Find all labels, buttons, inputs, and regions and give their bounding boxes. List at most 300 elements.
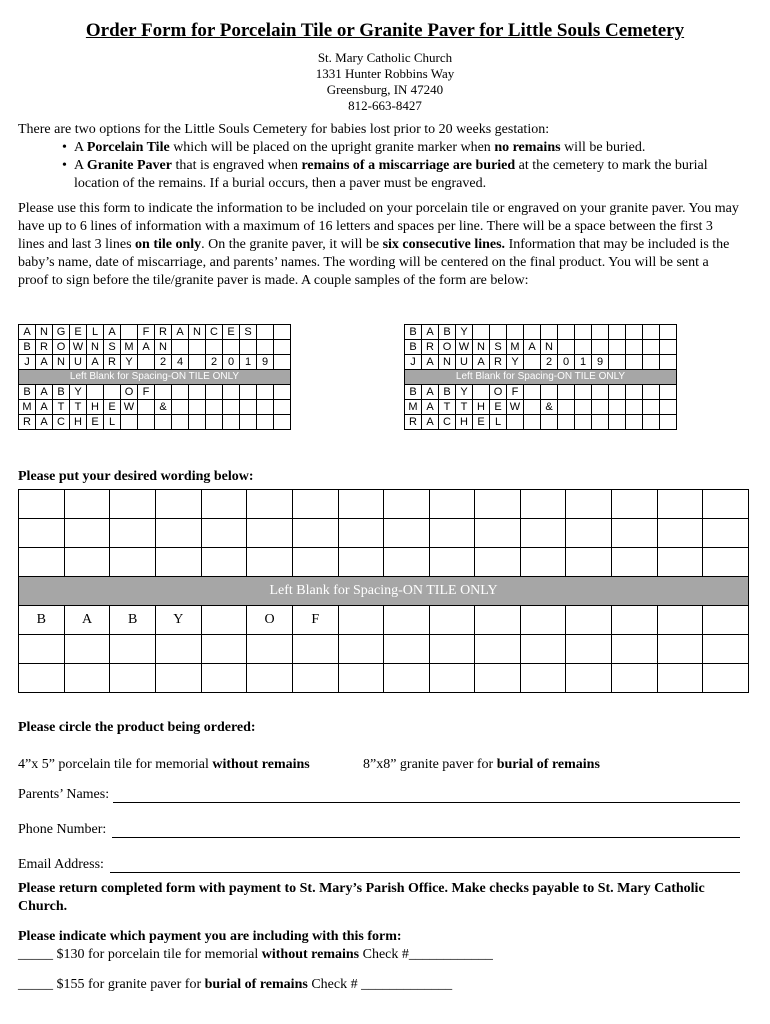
- letter-cell[interactable]: [292, 519, 338, 548]
- sample-cell: W: [121, 400, 138, 415]
- sample-cell: [87, 385, 104, 400]
- letter-cell[interactable]: [110, 635, 156, 664]
- sample-cell: [660, 355, 677, 370]
- letter-cell[interactable]: [338, 548, 384, 577]
- sample-cell: O: [121, 385, 138, 400]
- sample-cell: W: [70, 340, 87, 355]
- sample-cell: [524, 385, 541, 400]
- sample-cell: A: [138, 340, 155, 355]
- sample-cell: [206, 400, 223, 415]
- sample-cell: [575, 415, 592, 430]
- options-list: [62, 139, 742, 193]
- sample-cell: O: [53, 340, 70, 355]
- letter-cell[interactable]: [612, 548, 658, 577]
- sample-cell: N: [36, 325, 53, 340]
- sample-cell: [257, 400, 274, 415]
- sample-cell: [626, 385, 643, 400]
- sample-cell: [575, 340, 592, 355]
- sample-cell: A: [36, 385, 53, 400]
- letter-cell[interactable]: [703, 664, 749, 693]
- form-title: Order Form for Porcelain Tile or Granite Paver for Little Souls Cemetery: [85, 20, 685, 41]
- church-address: [0, 50, 770, 114]
- sample-cell: R: [104, 355, 121, 370]
- sample-cell: [592, 400, 609, 415]
- sample-cell: [524, 325, 541, 340]
- sample-cell: J: [405, 355, 422, 370]
- sample-grid-right: [404, 324, 677, 430]
- sample-cell: 9: [257, 355, 274, 370]
- letter-cell[interactable]: [566, 490, 612, 519]
- letter-cell[interactable]: [201, 519, 247, 548]
- phone-row: [18, 821, 740, 839]
- sample-cell: M: [405, 400, 422, 415]
- sample-cell: G: [53, 325, 70, 340]
- sample-cell: [189, 340, 206, 355]
- sample-cell: [240, 400, 257, 415]
- sample-cell: [257, 415, 274, 430]
- letter-cell[interactable]: [429, 519, 475, 548]
- sample-cell: N: [439, 355, 456, 370]
- sample-cell: [541, 325, 558, 340]
- sample-cell: F: [507, 385, 524, 400]
- letter-cell[interactable]: [657, 519, 703, 548]
- sample-cell: [660, 400, 677, 415]
- sample-cell: [643, 325, 660, 340]
- letter-cell[interactable]: [292, 490, 338, 519]
- phone-line: 812-663-8427: [348, 98, 422, 113]
- sample-cell: Y: [456, 325, 473, 340]
- letter-cell[interactable]: [703, 606, 749, 635]
- letter-cell[interactable]: [110, 519, 156, 548]
- sample-cell: A: [524, 340, 541, 355]
- sample-cell: [240, 385, 257, 400]
- sample-cell: [558, 385, 575, 400]
- sample-cell: B: [439, 385, 456, 400]
- parents-label: Parents’ Names:: [18, 787, 110, 802]
- sample-cell: [121, 415, 138, 430]
- sample-cell: [490, 325, 507, 340]
- sample-cell: [121, 325, 138, 340]
- phone-label: Phone Number:: [18, 822, 107, 837]
- sample-cell: W: [456, 340, 473, 355]
- letter-cell[interactable]: [338, 519, 384, 548]
- parents-names-input[interactable]: [113, 786, 740, 803]
- sample-cell: C: [206, 325, 223, 340]
- sample-cell: [660, 415, 677, 430]
- letter-cell[interactable]: [429, 606, 475, 635]
- sample-cell: M: [121, 340, 138, 355]
- sample-cell: U: [70, 355, 87, 370]
- parents-names-row: [18, 786, 740, 804]
- sample-cell: &: [541, 400, 558, 415]
- sample-cell: [541, 385, 558, 400]
- payment-label: Please indicate which payment you are including with this form:: [18, 929, 402, 944]
- sample-cell: N: [189, 325, 206, 340]
- sample-cell: [524, 415, 541, 430]
- sample-cell: A: [87, 355, 104, 370]
- letter-cell[interactable]: [475, 664, 521, 693]
- letter-cell[interactable]: [429, 490, 475, 519]
- letter-cell[interactable]: [247, 635, 293, 664]
- sample-cell: O: [439, 340, 456, 355]
- sample-cell: R: [19, 415, 36, 430]
- letter-cell[interactable]: [201, 490, 247, 519]
- sample-cell: A: [19, 325, 36, 340]
- sample-cell: [473, 385, 490, 400]
- letter-cell[interactable]: [292, 635, 338, 664]
- sample-cell: [223, 340, 240, 355]
- letter-cell[interactable]: [201, 548, 247, 577]
- wording-label: Please put your desired wording below:: [18, 469, 254, 484]
- sample-cell: [223, 400, 240, 415]
- sample-cell: [257, 340, 274, 355]
- letter-cell[interactable]: A: [64, 606, 110, 635]
- sample-cell: N: [87, 340, 104, 355]
- sample-cell: S: [240, 325, 257, 340]
- sample-cell: &: [155, 400, 172, 415]
- letter-cell[interactable]: [110, 548, 156, 577]
- letter-cell[interactable]: [703, 519, 749, 548]
- letter-cell[interactable]: [110, 490, 156, 519]
- sample-cell: [643, 355, 660, 370]
- payment-option-tile[interactable]: _____ $130 for porcelain tile for memorial without remains Check #____________: [18, 947, 493, 962]
- letter-cell[interactable]: [384, 606, 430, 635]
- address-line: 1331 Hunter Robbins Way: [315, 66, 455, 81]
- sample-cell: [223, 415, 240, 430]
- sample-cell: A: [422, 415, 439, 430]
- payment-option-paver[interactable]: _____ $155 for granite paver for burial of remains Check # _____________: [18, 977, 453, 992]
- sample-cell: [206, 415, 223, 430]
- sample-cell: [575, 325, 592, 340]
- sample-cell: T: [70, 400, 87, 415]
- sample-cell: L: [490, 415, 507, 430]
- sample-cell: A: [36, 355, 53, 370]
- letter-cell[interactable]: [566, 635, 612, 664]
- letter-cell[interactable]: [19, 490, 65, 519]
- sample-cell: [274, 385, 291, 400]
- spacing-row: Left Blank for Spacing-ON TILE ONLY: [405, 370, 677, 385]
- wording-grid: [18, 489, 749, 693]
- letter-cell[interactable]: [384, 664, 430, 693]
- letter-cell[interactable]: [338, 606, 384, 635]
- sample-cell: [507, 325, 524, 340]
- sample-cell: [660, 385, 677, 400]
- sample-cell: [660, 325, 677, 340]
- sample-cell: [155, 415, 172, 430]
- sample-cell: [223, 385, 240, 400]
- sample-cell: [138, 355, 155, 370]
- sample-cell: T: [53, 400, 70, 415]
- email-row: [18, 856, 740, 874]
- sample-cell: [609, 355, 626, 370]
- letter-cell[interactable]: [384, 519, 430, 548]
- letter-cell[interactable]: [247, 664, 293, 693]
- letter-cell[interactable]: [520, 548, 566, 577]
- intro-text: There are two options for the Little Souls Cemetery for babies lost prior to 20 weeks gestation:: [18, 122, 550, 137]
- sample-cell: R: [155, 325, 172, 340]
- sample-cell: 2: [155, 355, 172, 370]
- letter-cell[interactable]: [338, 635, 384, 664]
- letter-cell[interactable]: [19, 635, 65, 664]
- sample-cell: A: [422, 400, 439, 415]
- letter-cell[interactable]: [19, 548, 65, 577]
- sample-cell: [172, 415, 189, 430]
- letter-cell[interactable]: [520, 519, 566, 548]
- sample-cell: N: [541, 340, 558, 355]
- letter-cell[interactable]: [201, 606, 247, 635]
- sample-cell: [592, 325, 609, 340]
- sample-cell: O: [490, 385, 507, 400]
- sample-cell: [189, 385, 206, 400]
- letter-cell[interactable]: [64, 548, 110, 577]
- sample-cell: [172, 400, 189, 415]
- sample-cell: L: [104, 415, 121, 430]
- sample-cell: [274, 400, 291, 415]
- letter-cell[interactable]: O: [247, 606, 293, 635]
- letter-cell[interactable]: F: [292, 606, 338, 635]
- sample-cell: 1: [575, 355, 592, 370]
- sample-cell: [643, 340, 660, 355]
- sample-cell: H: [456, 415, 473, 430]
- letter-cell[interactable]: [156, 548, 202, 577]
- sample-cell: [558, 340, 575, 355]
- letter-cell[interactable]: [703, 548, 749, 577]
- letter-cell[interactable]: [475, 635, 521, 664]
- sample-cell: [609, 325, 626, 340]
- letter-cell[interactable]: [201, 635, 247, 664]
- option-granite: • A Granite Paver that is engraved when remains of a miscarriage are buried at the cemetery to mark the burial location of the remains. If a burial occurs, then a paver must be engraved.: [62, 157, 742, 193]
- sample-cell: [609, 385, 626, 400]
- letter-cell[interactable]: [429, 664, 475, 693]
- letter-cell[interactable]: [338, 664, 384, 693]
- letter-cell[interactable]: [475, 490, 521, 519]
- sample-cell: C: [53, 415, 70, 430]
- letter-cell[interactable]: [384, 548, 430, 577]
- letter-cell[interactable]: [703, 490, 749, 519]
- sample-cell: E: [490, 400, 507, 415]
- letter-cell[interactable]: [247, 548, 293, 577]
- letter-cell[interactable]: [19, 519, 65, 548]
- sample-cell: B: [53, 385, 70, 400]
- sample-cell: [592, 340, 609, 355]
- sample-cell: R: [422, 340, 439, 355]
- sample-cell: [558, 325, 575, 340]
- sample-cell: 2: [206, 355, 223, 370]
- return-note: Please return completed form with payment to St. Mary’s Parish Office. Make checks payable to St. Mary Catholic Church.: [18, 881, 705, 914]
- sample-cell: [626, 415, 643, 430]
- sample-cell: [626, 340, 643, 355]
- letter-cell[interactable]: [566, 519, 612, 548]
- sample-cell: A: [422, 385, 439, 400]
- sample-cell: [541, 415, 558, 430]
- letter-cell[interactable]: [612, 606, 658, 635]
- sample-cell: E: [87, 415, 104, 430]
- sample-cell: [643, 400, 660, 415]
- email-input[interactable]: [110, 856, 740, 873]
- letter-cell[interactable]: B: [19, 606, 65, 635]
- letter-cell[interactable]: B: [110, 606, 156, 635]
- sample-cell: [626, 325, 643, 340]
- letter-cell[interactable]: [566, 606, 612, 635]
- sample-cell: H: [87, 400, 104, 415]
- letter-cell[interactable]: [612, 635, 658, 664]
- letter-cell[interactable]: [429, 548, 475, 577]
- letter-cell[interactable]: [338, 490, 384, 519]
- sample-cell: [507, 415, 524, 430]
- spacing-row: Left Blank for Spacing-ON TILE ONLY: [19, 577, 749, 606]
- sample-cell: A: [172, 325, 189, 340]
- product-option-tile[interactable]: 4”x 5” porcelain tile for memorial without remains: [18, 757, 310, 772]
- sample-cell: J: [19, 355, 36, 370]
- sample-cell: R: [36, 340, 53, 355]
- sample-cell: [592, 385, 609, 400]
- sample-cell: F: [138, 385, 155, 400]
- product-option-paver[interactable]: 8”x8” granite paver for burial of remains: [363, 757, 600, 772]
- sample-cell: T: [456, 400, 473, 415]
- letter-cell[interactable]: [520, 664, 566, 693]
- sample-grid-left: [18, 324, 291, 430]
- sample-cell: A: [422, 325, 439, 340]
- sample-cell: [138, 415, 155, 430]
- letter-cell[interactable]: [64, 519, 110, 548]
- letter-cell[interactable]: [156, 635, 202, 664]
- sample-cell: [643, 415, 660, 430]
- sample-cell: A: [473, 355, 490, 370]
- sample-cell: H: [70, 415, 87, 430]
- letter-cell[interactable]: [156, 490, 202, 519]
- letter-cell[interactable]: [384, 635, 430, 664]
- sample-cell: B: [405, 340, 422, 355]
- sample-cell: Y: [507, 355, 524, 370]
- address-line: Greensburg, IN 47240: [326, 82, 444, 97]
- sample-cell: [206, 340, 223, 355]
- sample-cell: B: [439, 325, 456, 340]
- sample-cell: A: [36, 400, 53, 415]
- sample-cell: B: [19, 385, 36, 400]
- letter-cell[interactable]: [566, 664, 612, 693]
- letter-cell[interactable]: [703, 635, 749, 664]
- sample-cell: M: [19, 400, 36, 415]
- sample-cell: 9: [592, 355, 609, 370]
- sample-cell: W: [507, 400, 524, 415]
- sample-cell: [257, 385, 274, 400]
- letter-cell[interactable]: [64, 664, 110, 693]
- sample-cell: [524, 400, 541, 415]
- letter-cell[interactable]: Y: [156, 606, 202, 635]
- sample-cell: [274, 355, 291, 370]
- letter-cell[interactable]: [475, 606, 521, 635]
- sample-cell: [240, 340, 257, 355]
- phone-input[interactable]: [112, 821, 740, 838]
- letter-cell[interactable]: [520, 490, 566, 519]
- letter-cell[interactable]: [612, 664, 658, 693]
- sample-cell: [626, 400, 643, 415]
- sample-cell: R: [405, 415, 422, 430]
- sample-cell: B: [405, 325, 422, 340]
- sample-cell: [575, 385, 592, 400]
- letter-cell[interactable]: [201, 664, 247, 693]
- sample-cell: S: [104, 340, 121, 355]
- sample-cell: [138, 400, 155, 415]
- sample-cell: E: [223, 325, 240, 340]
- sample-cell: B: [405, 385, 422, 400]
- sample-cell: [274, 415, 291, 430]
- letter-cell[interactable]: [292, 548, 338, 577]
- letter-cell[interactable]: [247, 519, 293, 548]
- sample-cell: N: [473, 340, 490, 355]
- check-number-input[interactable]: ____________: [408, 947, 493, 962]
- letter-cell[interactable]: [612, 490, 658, 519]
- sample-cell: [189, 415, 206, 430]
- sample-cell: [155, 385, 172, 400]
- letter-cell[interactable]: [384, 490, 430, 519]
- option-porcelain: • A Porcelain Tile which will be placed on the upright granite marker when no remains will be buried.: [62, 139, 742, 157]
- letter-cell[interactable]: [156, 664, 202, 693]
- letter-cell[interactable]: [520, 606, 566, 635]
- sample-cell: Y: [121, 355, 138, 370]
- sample-cell: S: [490, 340, 507, 355]
- sample-cell: U: [456, 355, 473, 370]
- sample-cell: 0: [223, 355, 240, 370]
- sample-cell: C: [439, 415, 456, 430]
- letter-cell[interactable]: [657, 548, 703, 577]
- letter-cell[interactable]: [64, 635, 110, 664]
- letter-cell[interactable]: [110, 664, 156, 693]
- address-line: St. Mary Catholic Church: [317, 50, 453, 65]
- letter-cell[interactable]: [657, 635, 703, 664]
- letter-cell[interactable]: [156, 519, 202, 548]
- sample-cell: A: [422, 355, 439, 370]
- letter-cell[interactable]: [247, 490, 293, 519]
- sample-cell: [609, 340, 626, 355]
- sample-cell: 2: [541, 355, 558, 370]
- circle-label: Please circle the product being ordered:: [18, 720, 256, 735]
- sample-cell: N: [53, 355, 70, 370]
- letter-cell[interactable]: [64, 490, 110, 519]
- sample-cell: 4: [172, 355, 189, 370]
- sample-cell: 0: [558, 355, 575, 370]
- sample-cell: [104, 385, 121, 400]
- letter-cell[interactable]: [657, 606, 703, 635]
- check-number-input[interactable]: _____________: [361, 977, 453, 992]
- sample-cell: N: [155, 340, 172, 355]
- sample-cell: A: [104, 325, 121, 340]
- letter-cell[interactable]: [566, 548, 612, 577]
- sample-cell: [558, 400, 575, 415]
- letter-cell[interactable]: [612, 519, 658, 548]
- sample-cell: [172, 385, 189, 400]
- letter-cell[interactable]: [19, 664, 65, 693]
- spacing-row: Left Blank for Spacing-ON TILE ONLY: [19, 370, 291, 385]
- sample-cell: [257, 325, 274, 340]
- sample-cell: A: [36, 415, 53, 430]
- letter-cell[interactable]: [475, 548, 521, 577]
- sample-cell: [626, 355, 643, 370]
- letter-cell[interactable]: [475, 519, 521, 548]
- sample-cell: F: [138, 325, 155, 340]
- letter-cell[interactable]: [657, 490, 703, 519]
- letter-cell[interactable]: [657, 664, 703, 693]
- sample-cell: [643, 385, 660, 400]
- sample-cell: [575, 400, 592, 415]
- letter-cell[interactable]: [292, 664, 338, 693]
- letter-cell[interactable]: [520, 635, 566, 664]
- letter-cell[interactable]: [429, 635, 475, 664]
- sample-cell: [609, 400, 626, 415]
- sample-cell: Y: [456, 385, 473, 400]
- sample-cell: [240, 415, 257, 430]
- sample-cell: [660, 340, 677, 355]
